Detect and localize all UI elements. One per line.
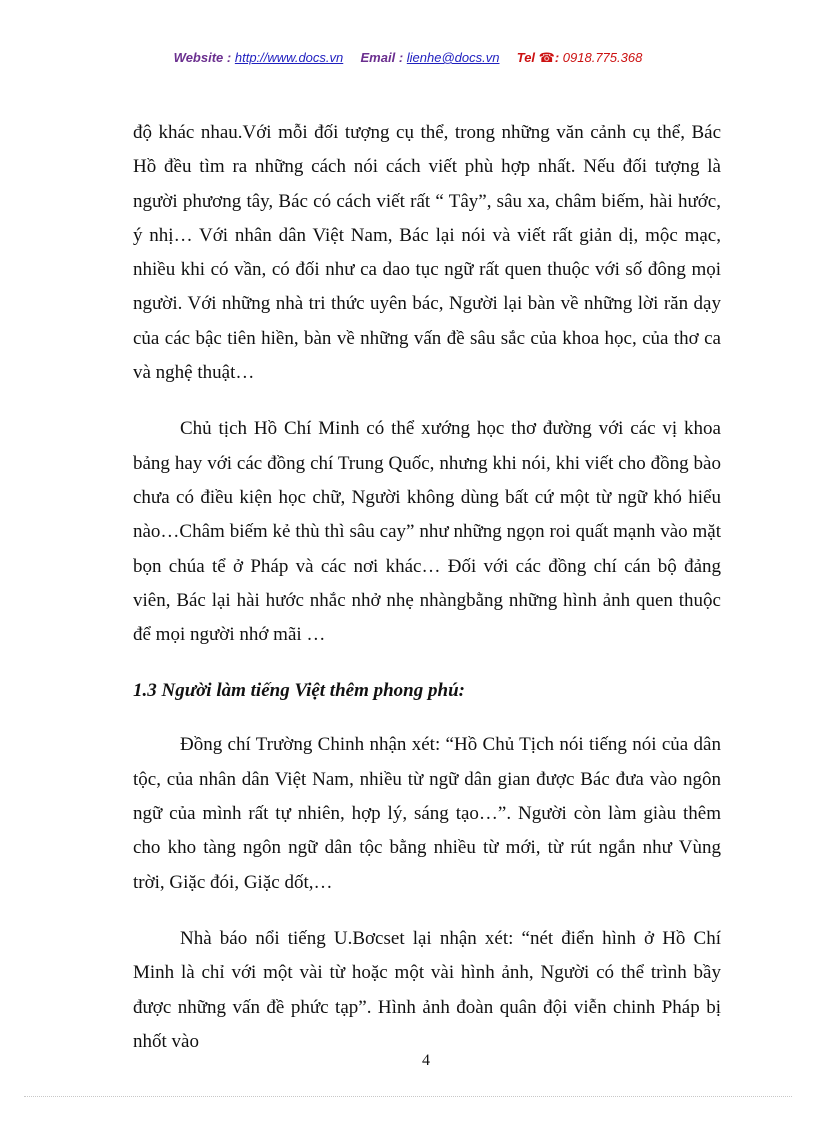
paragraph-2: Chủ tịch Hồ Chí Minh có thể xướng học thơ đường với các vị khoa bảng hay với các đồng chí Trung Quốc, nhưng khi nói, khi viết cho đồng bào chưa có điều kiện học chữ, Người không dùng bất cứ một từ ngữ khó hiểu nào…Châm biếm kẻ thù thì sâu cay” như những ngọn roi quất mạnh vào mặt bọn chúa tể ở Pháp và các nơi khác… Đối với các đồng chí cán bộ đảng viên, Bác lại hài hước nhắc nhở nhẹ nhàngbằng những hình ảnh quen thuộc để mọi người nhớ mãi … [133,418,721,646]
tel-label: Tel ☎: [516,50,560,65]
paragraph-3: Đồng chí Trường Chinh nhận xét: “Hồ Chủ Tịch nói tiếng nói của dân tộc, của nhân dân Việt Nam, nhiều từ ngữ dân gian được Bác đưa vào ngôn ngữ của mình rất tự nhiên, hợp lý, sáng tạo…”. Người còn làm giàu thêm cho kho tàng ngôn ngữ dân tộc bằng nhiều từ mới, từ rút ngắn như Vùng trời, Giặc đói, Giặc dốt,… [133,734,721,893]
page-header [0,50,816,66]
section-heading: 1.3 Người làm tiếng Việt thêm phong phú: [133,680,465,702]
page-number: 4 [422,1052,430,1069]
tel-value: 0918.775.368 [562,50,643,65]
document-body [133,116,721,1081]
email-link[interactable]: lienhe@docs.vn [406,50,500,65]
page-bottom-divider [24,1096,792,1097]
email-colon: : [398,50,404,65]
paragraph-1: độ khác nhau.Với mỗi đối tượng cụ thể, trong những văn cảnh cụ thể, Bác Hồ đều tìm ra những cách nói cách viết phù hợp nhất. Nếu đối tượng là người phương tây, Bác có cách viết rất “ Tây”, sâu xa, châm biếm, hài hước, ý nhị… Với nhân dân Việt Nam, Bác lại nói và viết rất giản dị, mộc mạc, nhiều khi có vần, có đối như ca dao tục ngữ rất quen thuộc với số đông mọi người. Với những nhà tri thức uyên bác, Người lại bàn về những lời răn dạy của các bậc tiên hiền, bàn về những vấn đề sâu sắc của khoa học, của thơ ca và nghệ thuật… [133,122,721,384]
website-label: Website : [173,50,232,65]
website-link[interactable]: http://www.docs.vn [234,50,344,65]
email-label: Email [360,50,396,65]
paragraph-4: Nhà báo nổi tiếng U.Bơcset lại nhận xét: “nét điển hình ở Hồ Chí Minh là chỉ với một vài từ hoặc một vài hình ảnh, Người có thể trình bầy được những vấn đề phức tạp”. Hình ảnh đoàn quân đội viễn chinh Pháp bị nhốt vào [133,927,721,1052]
